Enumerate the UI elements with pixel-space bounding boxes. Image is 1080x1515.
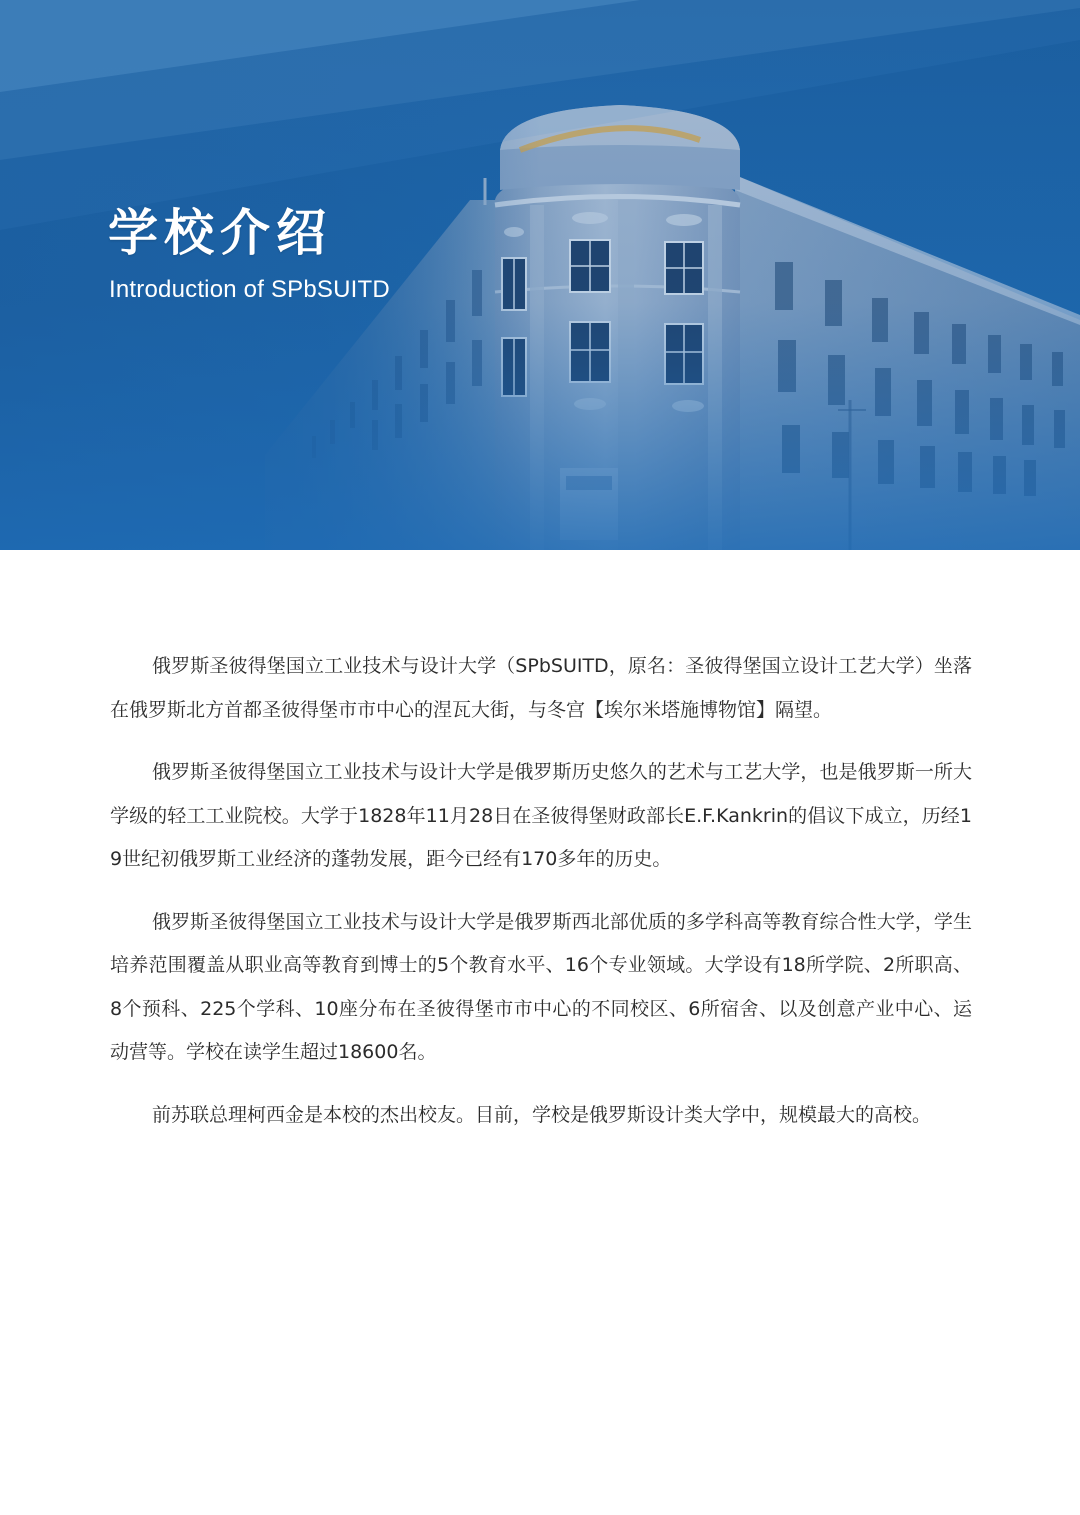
page-title: 学校介绍 (108, 204, 332, 262)
page-subtitle: Introduction of SPbSUITD (109, 276, 390, 303)
paragraph-history: 俄罗斯圣彼得堡国立工业技术与设计大学是俄罗斯历史悠久的艺术与工艺大学，也是俄罗斯一所大学级的轻工工业院校。大学于1828年11月28日在圣彼得堡财政部长E.F.Kankrin的倡议下成立，历经19世纪初俄罗斯工业经济的蓬勃发展，距今已经有170多年的历史。 (110, 761, 972, 870)
paragraph-alumni: 前苏联总理柯西金是本校的杰出校友。目前，学校是俄罗斯设计类大学中，规模最大的高校。 (152, 1103, 932, 1126)
paragraph-location: 俄罗斯圣彼得堡国立工业技术与设计大学（SPbSUITD，原名：圣彼得堡国立设计工艺大学）坐落在俄罗斯北方首都圣彼得堡市市中心的涅瓦大街，与冬宫【埃尔米塔施博物馆】隔望。 (110, 655, 972, 721)
intro-text (110, 645, 972, 1156)
paragraph-scale: 俄罗斯圣彼得堡国立工业技术与设计大学是俄罗斯西北部优质的多学科高等教育综合性大学，学生培养范围覆盖从职业高等教育到博士的5个教育水平、16个专业领域。大学设有18所学院、2所职高、8个预科、225个学科、10座分布在圣彼得堡市市中心的不同校区、6所宿舍、以及创意产业中心、运动营等。学校在读学生超过18600名。 (110, 910, 972, 1063)
header-banner (0, 0, 1080, 550)
